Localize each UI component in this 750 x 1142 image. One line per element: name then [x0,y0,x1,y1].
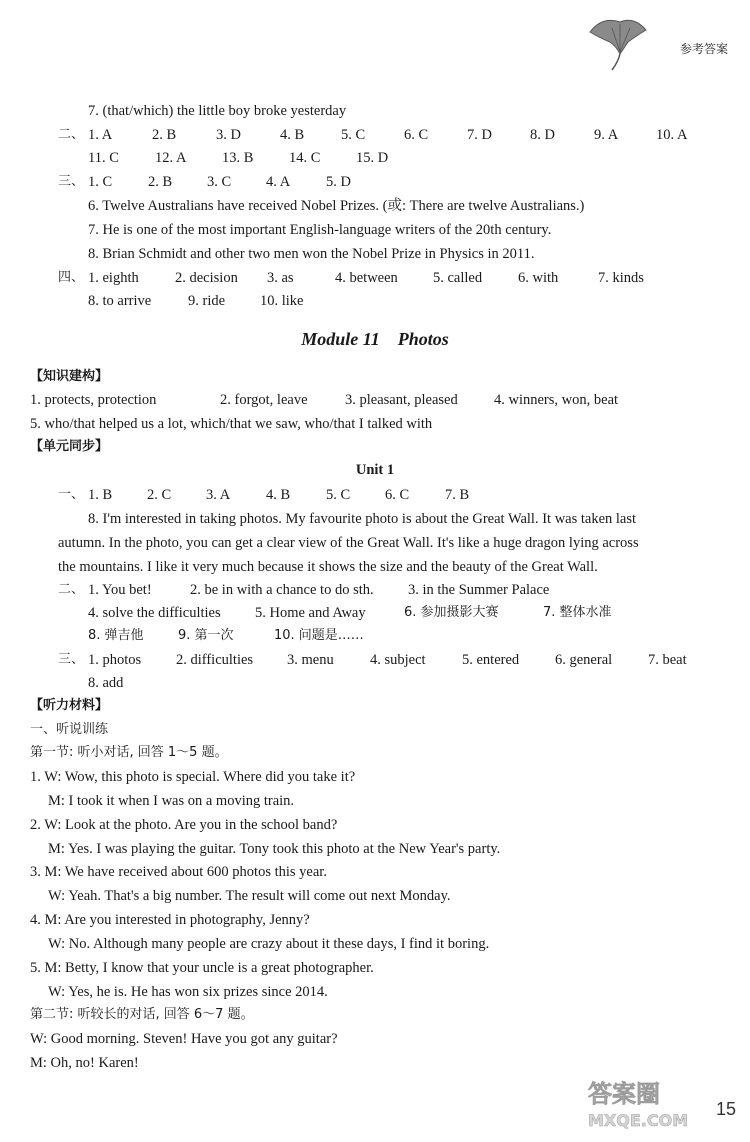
answer-item: 15. D [356,150,389,166]
answer-item: 3. pleasant, pleased [345,392,458,408]
section-marker: 三、 [58,652,85,667]
section-marker: 四、 [58,270,85,285]
answer-item: 6. C [385,487,410,503]
part-heading: 第二节: 听较长的对话, 回答 6～7 题。 [30,1007,254,1022]
answer-item: 1. eighth [88,270,139,286]
answer-item: 3. A [206,487,231,503]
answer-item: 1. C [88,174,113,190]
section-marker: 二、 [58,127,85,142]
subsection-heading: 一、听说训练 [30,722,109,737]
dialog-line: 4. M: Are you interested in photography, Jenny? [30,912,310,928]
answer-line: 8. Brian Schmidt and other two men won the Nobel Prize in Physics in 2011. [88,246,535,262]
answer-item: 4. B [266,487,291,503]
unit-title: Unit 1 [355,462,395,478]
answer-item: 8. 弹吉他 [88,628,144,643]
answer-item: 9. ride [188,293,226,309]
section-heading: 【知识建构】 [30,369,109,384]
section-heading: 【听力材料】 [30,698,109,713]
answer-line: 8. I'm interested in taking photos. My favourite photo is about the Great Wall. It was taken last [88,511,637,527]
answer-item: 6. general [555,652,613,668]
answer-item: 5. D [326,174,351,190]
answer-item: 2. difficulties [176,652,254,668]
answer-line: 7. He is one of the most important English-language writers of the 20th century. [88,222,552,238]
dialog-line: M: I took it when I was on a moving train. [48,793,295,809]
answer-item: 9. A [594,127,619,143]
answer-item: 7. D [467,127,492,143]
section-heading: 【单元同步】 [30,439,109,454]
answer-item: 4. A [266,174,291,190]
answer-item: 2. C [147,487,172,503]
ginkgo-leaf-icon [582,14,662,74]
watermark-text: 答案圈 [588,1080,660,1108]
answer-item: 10. A [656,127,688,143]
answer-item: 5. C [326,487,351,503]
answer-item: 8. to arrive [88,293,152,309]
answer-item: 4. winners, won, beat [494,392,619,408]
answer-item: 9. 第一次 [178,628,234,643]
header-label: 参考答案 [679,42,728,56]
answer-item: 5. Home and Away [255,605,366,621]
answer-item: 6. with [518,270,559,286]
answer-item: 4. between [335,270,398,286]
answer-item: 7. 整体水准 [543,605,612,620]
answer-item: 1. You bet! [88,582,152,598]
answer-item: 4. B [280,127,305,143]
answer-item: 3. menu [287,652,334,668]
answer-item: 1. photos [88,652,142,668]
part-heading: 第一节: 听小对话, 回答 1～5 题。 [30,745,228,760]
answer-item: 5. C [341,127,366,143]
section-marker: 三、 [58,174,85,189]
dialog-line: W: No. Although many people are crazy about it these days, I find it boring. [48,936,490,952]
answer-item: 7. beat [648,652,687,668]
dialog-line: 1. W: Wow, this photo is special. Where did you take it? [30,769,356,785]
dialog-line: M: Yes. I was playing the guitar. Tony took this photo at the New Year's party. [48,841,501,857]
section-marker: 二、 [58,582,85,597]
answer-item: 2. B [148,174,173,190]
answer-item: 14. C [289,150,321,166]
answer-line: the mountains. I like it very much because it shows the size and the beauty of the Great Wall. [58,559,598,575]
dialog-line: 2. W: Look at the photo. Are you in the school band? [30,817,338,833]
answer-item: 1. protects, protection [30,392,157,408]
answer-item: 12. A [155,150,187,166]
svg-text:MXQE.COM: MXQE.COM [588,1111,689,1130]
module-topic: Photos [397,329,449,349]
answer-item: 8. D [530,127,555,143]
answer-item: 13. B [222,150,254,166]
page-number: 15 [715,1099,736,1119]
answer-line: 8. add [88,675,124,691]
answer-item: 10. like [260,293,304,309]
answer-item: 2. forgot, leave [220,392,308,408]
answer-line: 5. who/that helped us a lot, which/that we saw, who/that I talked with [30,416,433,432]
answer-item: 3. as [267,270,294,286]
answer-item: 5. called [433,270,483,286]
answer-item: 1. B [88,487,113,503]
dialog-line: W: Yes, he is. He has won six prizes since 2014. [48,984,328,1000]
dialog-line: M: Oh, no! Karen! [30,1055,139,1071]
answer-item: 11. C [88,150,119,166]
answer-item: 2. decision [175,270,238,286]
answer-item: 7. B [445,487,470,503]
section-marker: 一、 [58,487,85,502]
answer-item: 10. 问题是…… [274,628,364,643]
answer-item: 5. entered [462,652,520,668]
page-header [582,14,732,74]
answer-item: 3. in the Summer Palace [408,582,550,598]
module-name: Module 11 [301,329,380,349]
answer-item: 2. be in with a chance to do sth. [190,582,374,598]
answer-item: 4. subject [370,652,426,668]
module-title [0,327,750,351]
answer-item: 4. solve the difficulties [88,605,221,621]
answer-line: 6. Twelve Australians have received Nobel Prizes. (或: There are twelve Australians.) [88,198,585,214]
answer-line: autumn. In the photo, you can get a clear view of the Great Wall. It's like a huge dragon lying across [58,535,639,551]
answer-item: 3. D [216,127,241,143]
answer-item: 7. kinds [598,270,644,286]
answer-item: 2. B [152,127,177,143]
answer-item: 6. 参加摄影大赛 [404,605,499,620]
answer-line: 7. (that/which) the little boy broke yesterday [88,103,347,119]
answer-item: 6. C [404,127,429,143]
dialog-line: 5. M: Betty, I know that your uncle is a great photographer. [30,960,374,976]
dialog-line: 3. M: We have received about 600 photos this year. [30,864,327,880]
dialog-line: W: Good morning. Steven! Have you got any guitar? [30,1031,338,1047]
answer-item: 3. C [207,174,232,190]
dialog-line: W: Yeah. That's a big number. The result will come out next Monday. [48,888,451,904]
answer-item: 1. A [88,127,113,143]
